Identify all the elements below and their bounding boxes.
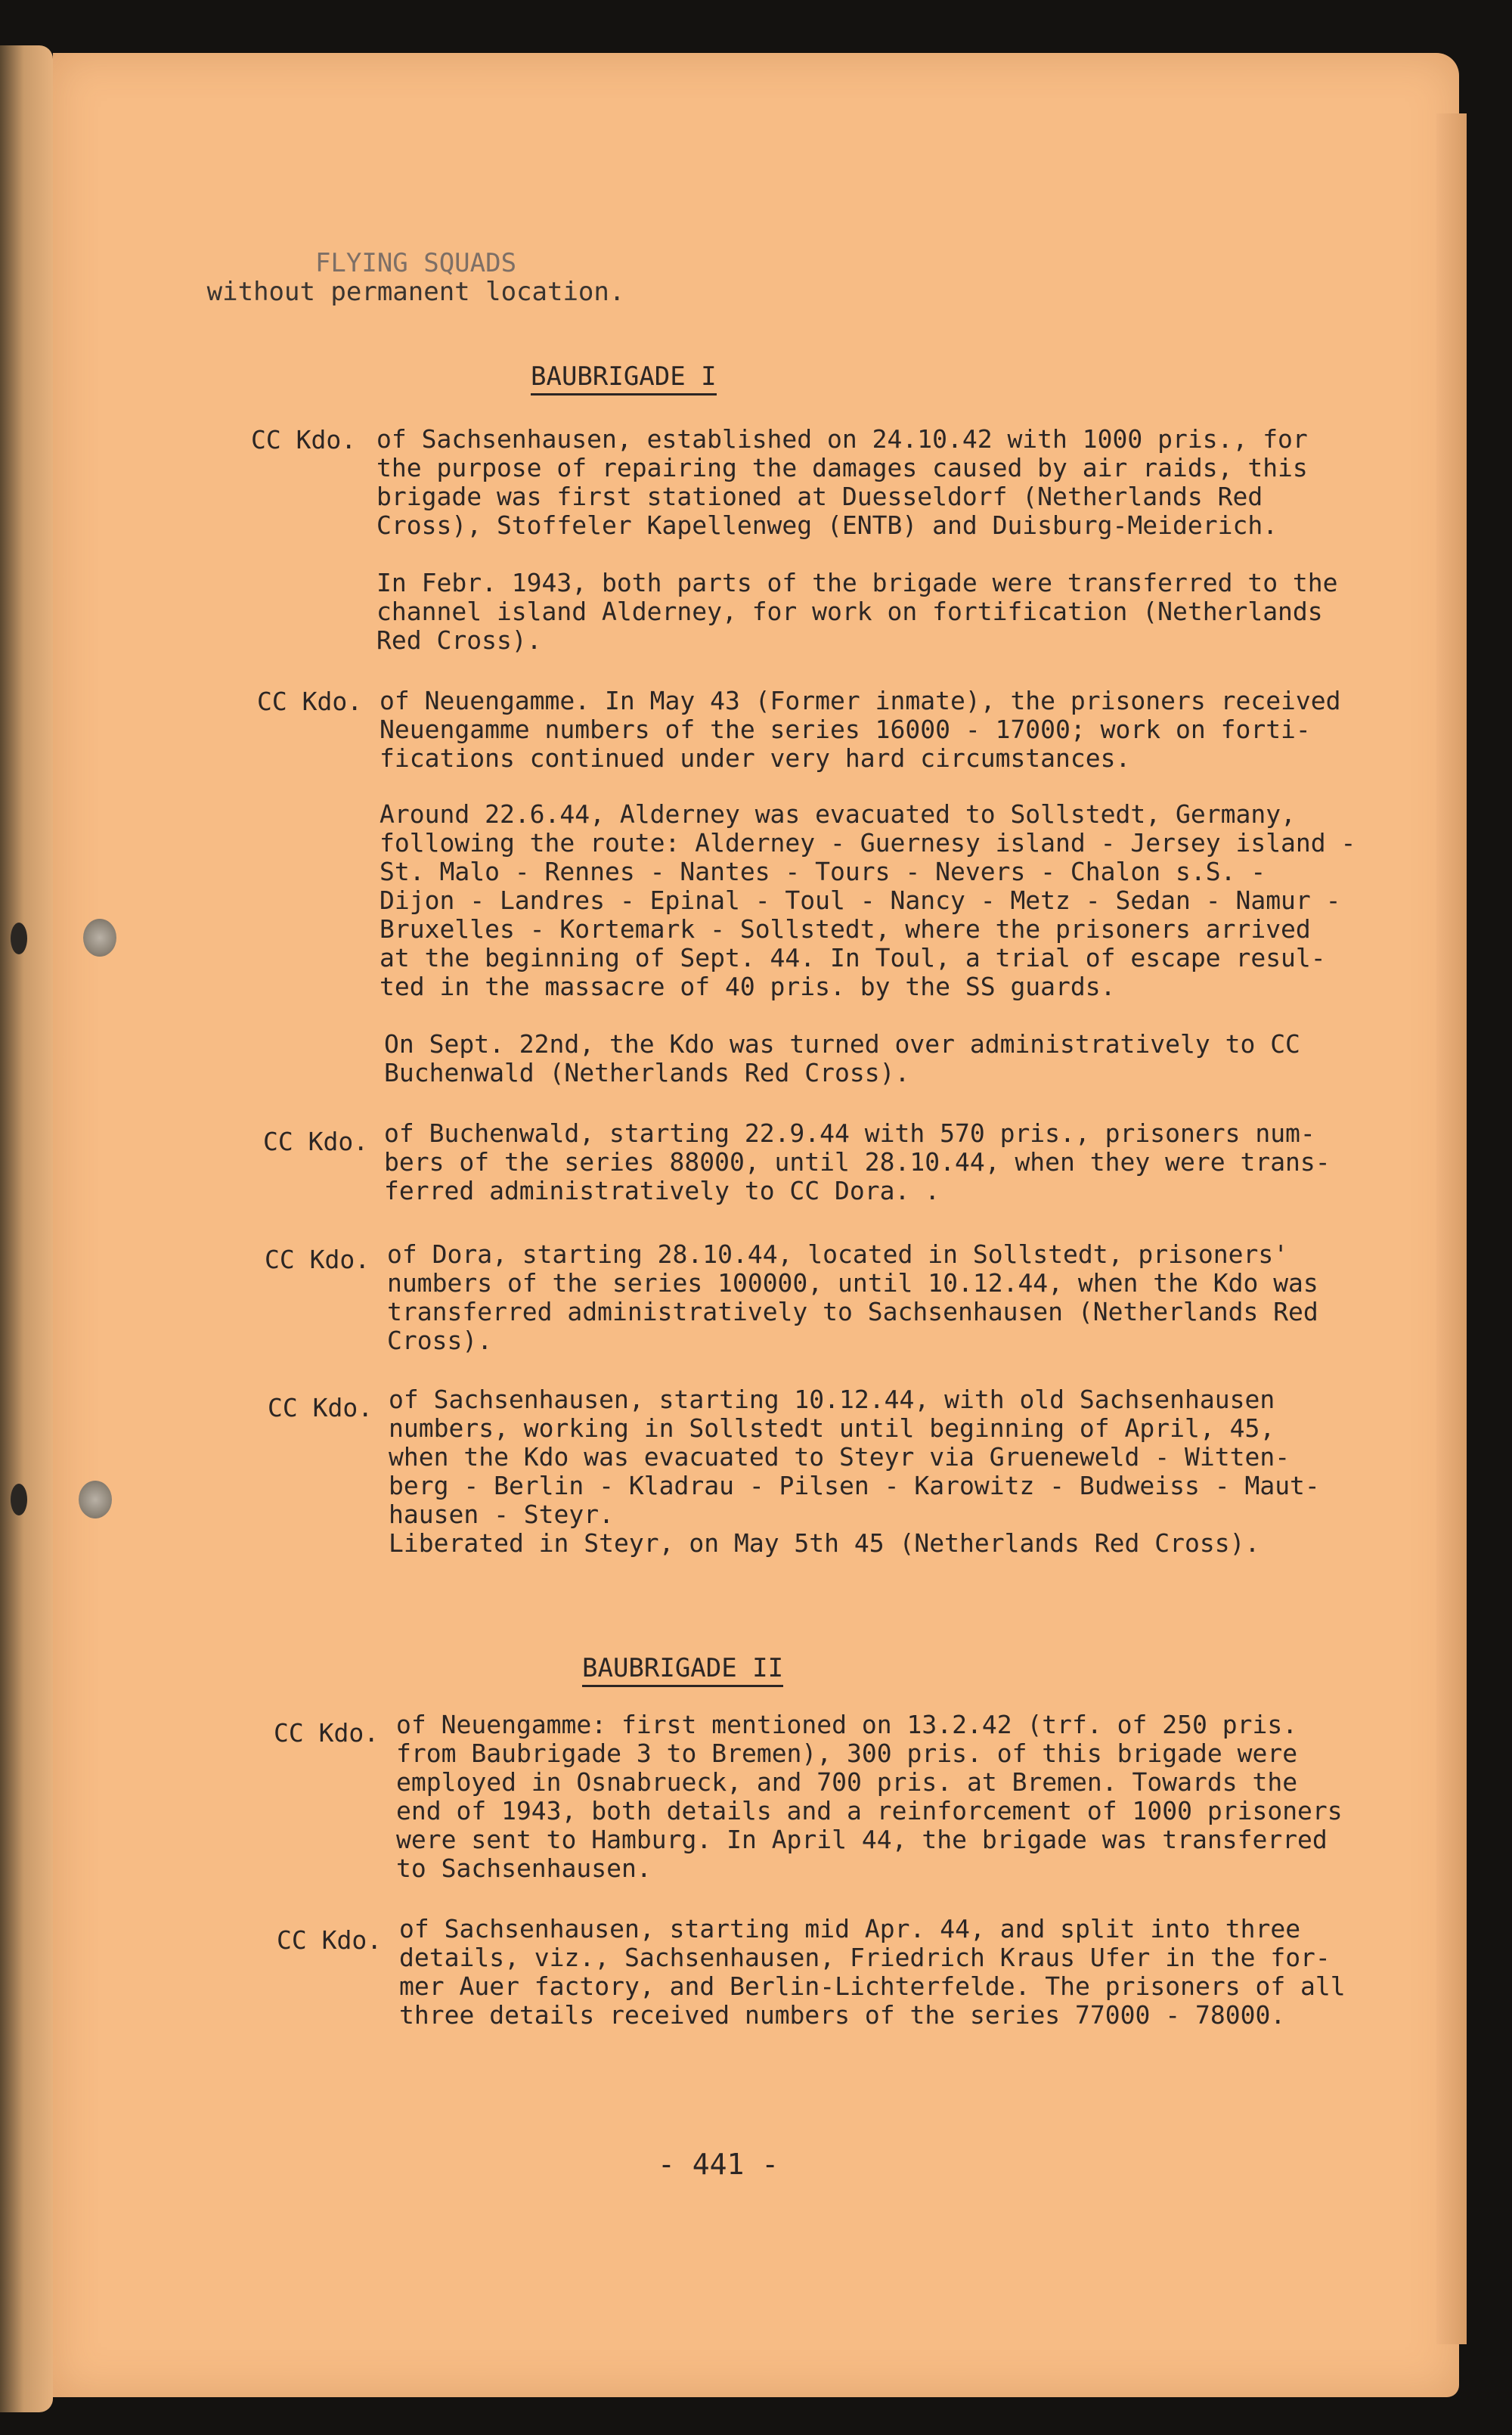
text-line: of Dora, starting 28.10.44, located in Sollstedt, prisoners' (387, 1239, 1289, 1269)
section-heading-baubrigade-1: BAUBRIGADE I (531, 361, 717, 395)
text-line: of Sachsenhausen, starting mid Apr. 44, and split into three (399, 1914, 1301, 1943)
text-line: of Sachsenhausen, starting 10.12.44, with old Sachsenhausen (389, 1385, 1275, 1414)
text-line: were sent to Hamburg. In April 44, the brigade was transferred (396, 1825, 1328, 1854)
text-line: hausen - Steyr. (389, 1500, 615, 1529)
text-line: berg - Berlin - Kladrau - Pilsen - Karowitz - Budweiss - Maut- (389, 1471, 1320, 1500)
entry-text (384, 1119, 1331, 1205)
entry-text (399, 1915, 1346, 2030)
text-line: Around 22.6.44, Alderney was evacuated to Sollstedt, Germany, (380, 799, 1296, 829)
entry-label: CC Kdo. (257, 687, 363, 716)
text-line: bers of the series 88000, until 28.10.44, when they were trans- (384, 1147, 1331, 1177)
text-line: transferred administratively to Sachsenhausen (Netherlands Red (387, 1297, 1318, 1326)
text-line: from Baubrigade 3 to Bremen), 300 pris. of this brigade were (396, 1739, 1298, 1768)
text-line: numbers of the series 100000, until 10.12.44, when the Kdo was (387, 1268, 1318, 1298)
text-line: of Neuengamme. In May 43 (Former inmate), the prisoners received (380, 686, 1341, 715)
page-right-edge (1436, 113, 1467, 2344)
entry-text (387, 1240, 1318, 1355)
text-line: Cross), Stoffeler Kapellenweg (ENTB) and Duisburg-Meiderich. (376, 510, 1278, 540)
text-line: three details received numbers of the series 77000 - 78000. (399, 2000, 1286, 2030)
text-line: at the beginning of Sept. 44. In Toul, a trial of escape resul- (380, 943, 1326, 972)
text-line: ferred administratively to CC Dora. . (384, 1176, 940, 1205)
entry-text (396, 1711, 1343, 1883)
text-line: to Sachsenhausen. (396, 1853, 652, 1883)
text-line: Liberated in Steyr, on May 5th 45 (Netherlands Red Cross). (389, 1528, 1260, 1558)
text-line: mer Auer factory, and Berlin-Lichterfelde. The prisoners of all (399, 1971, 1346, 2001)
entry-text (376, 425, 1308, 540)
document-subtitle: without permanent location. (206, 277, 625, 307)
text-line: On Sept. 22nd, the Kdo was turned over administratively to CC (384, 1029, 1300, 1059)
section-heading-baubrigade-2: BAUBRIGADE II (582, 1653, 783, 1687)
binder-ring-upper (11, 923, 27, 954)
page-number: - 441 - (658, 2148, 779, 2181)
text-line: end of 1943, both details and a reinforcement of 1000 prisoners (396, 1796, 1343, 1825)
text-line: Cross). (387, 1326, 493, 1355)
text-line: of Sachsenhausen, established on 24.10.42 with 1000 pris., for (376, 424, 1308, 454)
entry-label: CC Kdo. (265, 1245, 370, 1274)
text-line: brigade was first stationed at Duesseldorf (Netherlands Red (376, 482, 1263, 511)
text-line: employed in Osnabrueck, and 700 pris. at Bremen. Towards the (396, 1767, 1298, 1797)
text-line: Red Cross). (376, 625, 542, 655)
entry-text (384, 1030, 1300, 1087)
entry-text (389, 1385, 1320, 1558)
text-line: fications continued under very hard circumstances. (380, 743, 1131, 773)
adjacent-page-edge (0, 45, 53, 2412)
entry-label: CC Kdo. (277, 1925, 383, 1955)
text-line: St. Malo - Rennes - Nantes - Tours - Nevers - Chalon s.S. - (380, 857, 1266, 886)
entry-label: CC Kdo. (251, 425, 357, 454)
text-line: ted in the massacre of 40 pris. by the SS guards. (380, 972, 1116, 1001)
text-line: Neuengamme numbers of the series 16000 - 17000; work on forti- (380, 715, 1311, 744)
text-line: Bruxelles - Kortemark - Sollstedt, where the prisoners arrived (380, 914, 1311, 944)
document-title: FLYING SQUADS (314, 248, 517, 278)
entry-text (376, 569, 1338, 655)
text-line: Dijon - Landres - Epinal - Toul - Nancy - Metz - Sedan - Namur - (380, 886, 1341, 915)
entry-label: CC Kdo. (268, 1393, 373, 1422)
binder-hole-upper (83, 919, 116, 957)
text-line: details, viz., Sachsenhausen, Friedrich Kraus Ufer in the for- (399, 1943, 1331, 1972)
text-line: the purpose of repairing the damages caused by air raids, this (376, 453, 1308, 482)
entry-label: CC Kdo. (263, 1127, 369, 1156)
entry-text (380, 800, 1356, 1001)
text-line: following the route: Alderney - Guernesy island - Jersey island - (380, 828, 1356, 858)
text-line: when the Kdo was evacuated to Steyr via Grueneweld - Witten- (389, 1442, 1290, 1472)
binder-ring-lower (11, 1484, 27, 1515)
document-page (53, 53, 1459, 2397)
text-line: of Buchenwald, starting 22.9.44 with 570 pris., prisoners num- (384, 1118, 1315, 1148)
text-line: of Neuengamme: first mentioned on 13.2.42 (trf. of 250 pris. (396, 1710, 1298, 1739)
text-line: Buchenwald (Netherlands Red Cross). (384, 1058, 910, 1087)
text-line: In Febr. 1943, both parts of the brigade were transferred to the (376, 568, 1338, 597)
entry-label: CC Kdo. (274, 1718, 380, 1748)
text-line: numbers, working in Sollstedt until beginning of April, 45, (389, 1413, 1275, 1443)
binder-hole-lower (79, 1481, 112, 1518)
text-line: channel island Alderney, for work on fortification (Netherlands (376, 597, 1323, 626)
entry-text (380, 687, 1341, 773)
